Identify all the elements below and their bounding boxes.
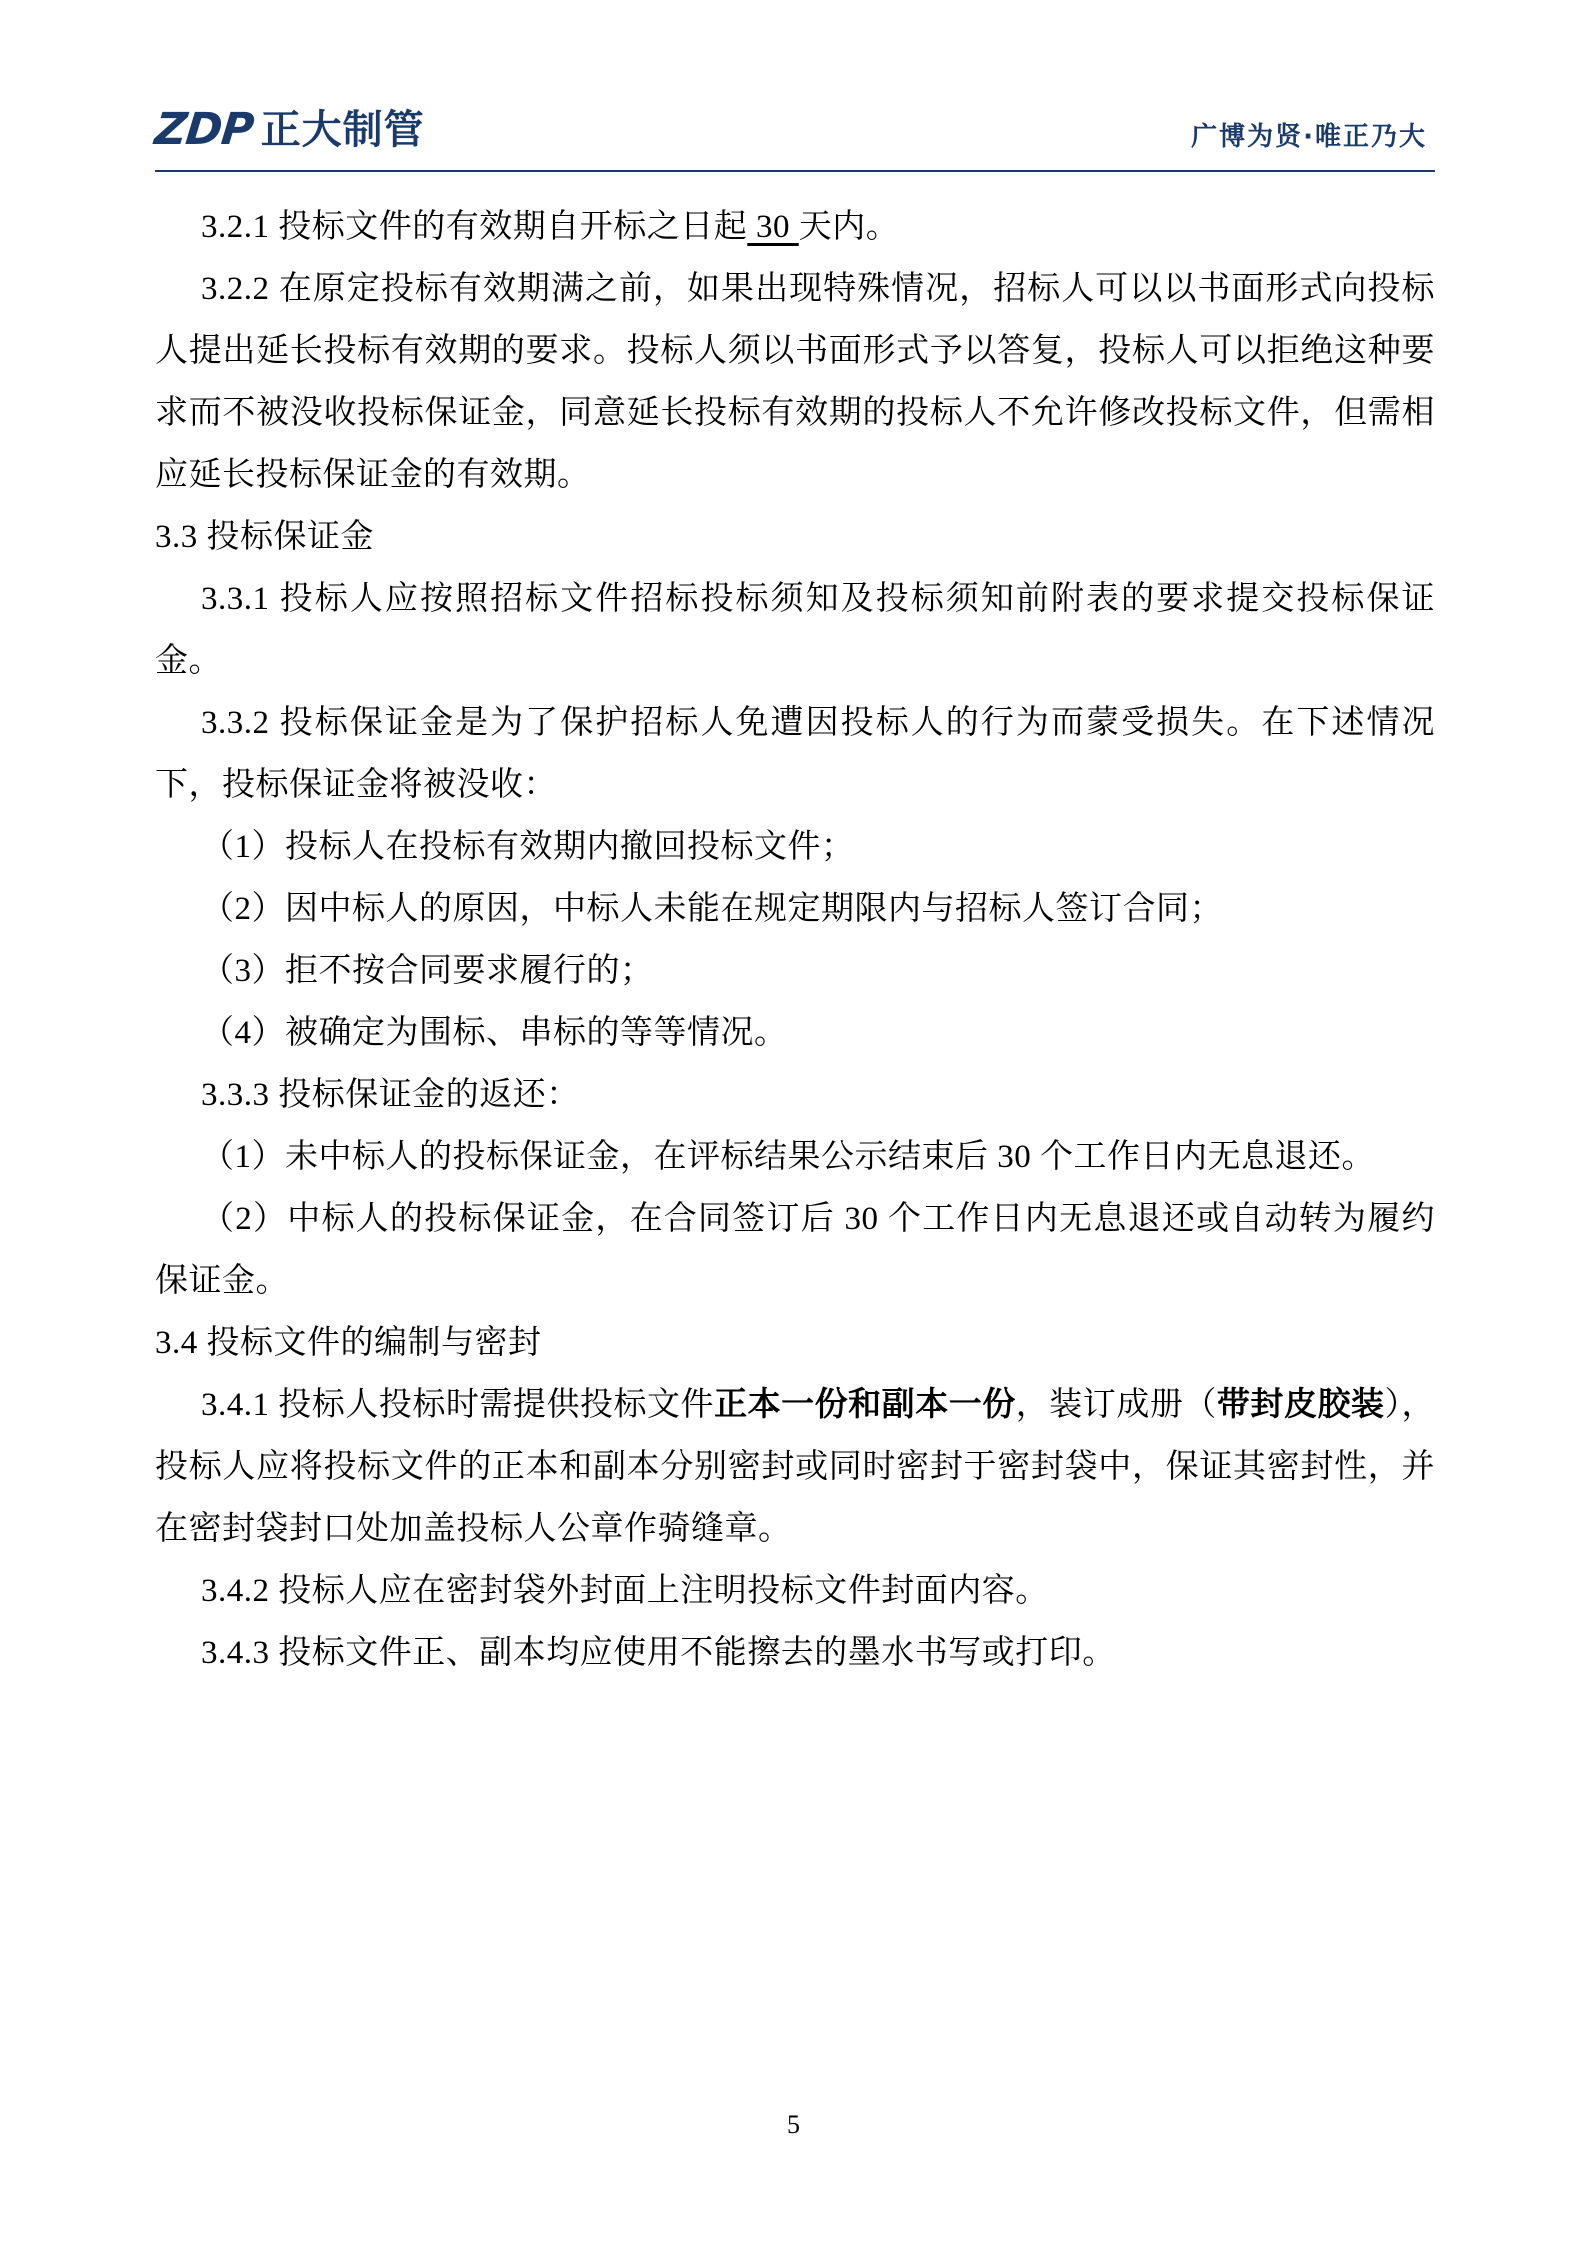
company-logo — [152, 104, 425, 155]
paragraph-3-4-3: 3.4.3 投标文件正、副本均应使用不能擦去的墨水书写或打印。 — [201, 1635, 1116, 1671]
company-slogan: 广博为贤·唯正乃大 — [1191, 122, 1427, 152]
list-item-forfeit-1: （1）投标人在投标有效期内撤回投标文件； — [201, 829, 855, 865]
paragraph-3-4-2: 3.4.2 投标人应在密封袋外封面上注明投标文件封面内容。 — [201, 1573, 1049, 1609]
paragraph-3-4-1-part-a: 3.4.1 投标人投标时需提供投标文件 — [201, 1387, 715, 1423]
paragraph-3-2-2: 3.2.2 在原定投标有效期满之前，如果出现特殊情况，招标人可以以书面形式向投标人提出延长投标有效期的要求。投标人须以书面形式予以答复，投标人可以拒绝这种要求而不被没收投标保证金，同意延长投标有效期的投标人不允许修改投标文件，但需相应延长投标保证金的有效期。 — [155, 271, 1435, 493]
paragraph-3-4-1-part-c: ，装订成册（ — [1015, 1387, 1217, 1423]
page-header — [152, 104, 1435, 186]
list-item-refund-2: （2）中标人的投标保证金，在合同签订后 30 个工作日内无息退还或自动转为履约保证金。 — [155, 1201, 1435, 1299]
paragraph-3-2-1 — [155, 196, 1435, 258]
heading-3-3: 3.3 投标保证金 — [155, 519, 374, 555]
paragraph-3-2-1-tail: 天内。 — [798, 209, 900, 245]
list-item-forfeit-2: （2）因中标人的原因，中标人未能在规定期限内与招标人签订合同； — [201, 891, 1223, 927]
paragraph-3-3-1: 3.3.1 投标人应按照招标文件招标投标须知及投标须知前附表的要求提交投标保证金。 — [155, 581, 1435, 679]
logo-chinese-text: 正大制管 — [260, 107, 425, 153]
paragraph-3-4-1-bold-copies: 正本一份和副本一份 — [714, 1387, 1016, 1423]
paragraph-3-3-3: 3.3.3 投标保证金的返还： — [201, 1077, 580, 1113]
validity-days-value: 30 — [747, 209, 799, 245]
document-body — [155, 196, 1435, 1684]
paragraph-3-4-1-bold-binding: 带封皮胶装 — [1216, 1387, 1385, 1423]
list-item-forfeit-4: （4）被确定为围标、串标的等等情况。 — [201, 1015, 788, 1051]
list-item-refund-1: （1）未中标人的投标保证金，在评标结果公示结束后 30 个工作日内无息退还。 — [201, 1139, 1375, 1175]
heading-3-4: 3.4 投标文件的编制与密封 — [155, 1325, 542, 1361]
list-item-forfeit-3: （3）拒不按合同要求履行的； — [201, 953, 654, 989]
logo-latin-text: ZDP — [152, 104, 256, 155]
paragraph-3-4-1-part-e: ），投标人应将投标文件的正本和副本分别密封或同时密封于密封袋中，保证其密封性，并在密封袋封口处加盖投标人公章作骑缝章。 — [155, 1387, 1436, 1547]
header-divider — [155, 170, 1435, 172]
page-number: 5 — [787, 2110, 800, 2139]
paragraph-3-4-1 — [155, 1374, 1435, 1560]
paragraph-3-3-2: 3.3.2 投标保证金是为了保护招标人免遭因投标人的行为而蒙受损失。在下述情况下，投标保证金将被没收： — [155, 705, 1435, 803]
paragraph-3-2-1-text: 3.2.1 投标文件的有效期自开标之日起 — [201, 209, 748, 245]
